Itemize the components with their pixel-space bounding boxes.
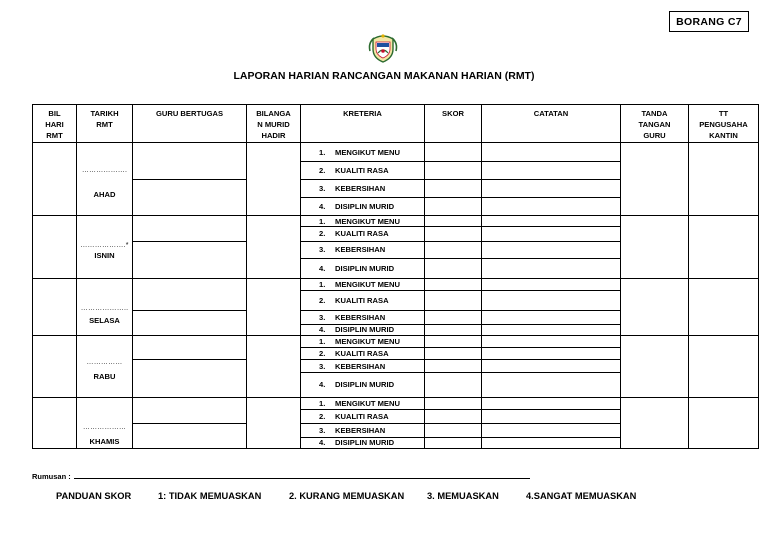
tt-cell[interactable] xyxy=(689,279,759,336)
bil-cell[interactable] xyxy=(33,279,77,336)
header-skor: SKOR xyxy=(425,105,482,143)
bil-cell[interactable] xyxy=(33,336,77,398)
skor-cell[interactable] xyxy=(425,410,482,424)
day-name: RABU xyxy=(93,372,116,382)
guru-cell[interactable] xyxy=(133,241,247,279)
catatan-cell[interactable] xyxy=(482,162,621,179)
bilangan-cell[interactable] xyxy=(247,336,301,398)
catatan-cell[interactable] xyxy=(482,279,621,291)
score-1-legend: 1: TIDAK MEMUASKAN xyxy=(158,491,262,501)
guru-cell[interactable] xyxy=(133,398,247,424)
catatan-cell[interactable] xyxy=(482,398,621,410)
tt-cell[interactable] xyxy=(689,143,759,216)
criteria-cell: 1. MENGIKUT MENU xyxy=(301,143,425,162)
skor-cell[interactable] xyxy=(425,179,482,197)
guru-cell[interactable] xyxy=(133,310,247,335)
criteria-cell: 4. DISIPLIN MURID xyxy=(301,324,425,335)
header-tarikh: TARIKH RMT xyxy=(77,105,133,143)
day-cell-ahad[interactable] xyxy=(77,143,133,216)
date-placeholder: ……………….. xyxy=(80,305,129,313)
header-tt-pengusaha-kantin: TT PENGUSAHA KANTIN xyxy=(689,105,759,143)
rumusan-line[interactable] xyxy=(74,472,530,479)
skor-cell[interactable] xyxy=(425,310,482,324)
header-catatan: CATATAN xyxy=(482,105,621,143)
criteria-cell: 3. KEBERSIHAN xyxy=(301,241,425,258)
skor-cell[interactable] xyxy=(425,162,482,179)
tanda-cell[interactable] xyxy=(621,398,689,449)
score-2-legend: 2. KURANG MEMUASKAN xyxy=(289,491,405,501)
guru-cell[interactable] xyxy=(133,360,247,398)
bilangan-cell[interactable] xyxy=(247,398,301,449)
criteria-cell: 3. KEBERSIHAN xyxy=(301,310,425,324)
guru-cell[interactable] xyxy=(133,179,247,216)
catatan-cell[interactable] xyxy=(482,291,621,310)
criteria-cell: 4. DISIPLIN MURID xyxy=(301,372,425,397)
skor-cell[interactable] xyxy=(425,372,482,397)
tt-cell[interactable] xyxy=(689,398,759,449)
date-placeholder: ……………….* xyxy=(80,242,129,250)
bilangan-cell[interactable] xyxy=(247,279,301,336)
skor-cell[interactable] xyxy=(425,279,482,291)
catatan-cell[interactable] xyxy=(482,227,621,241)
catatan-cell[interactable] xyxy=(482,410,621,424)
bil-cell[interactable] xyxy=(33,398,77,449)
header-guru-bertugas: GURU BERTUGAS xyxy=(133,105,247,143)
tanda-cell[interactable] xyxy=(621,279,689,336)
guru-cell[interactable] xyxy=(133,143,247,180)
criteria-cell: 2. KUALITI RASA xyxy=(301,227,425,241)
skor-cell[interactable] xyxy=(425,143,482,162)
skor-cell[interactable] xyxy=(425,227,482,241)
criteria-cell: 3. KEBERSIHAN xyxy=(301,360,425,372)
criteria-cell: 4. DISIPLIN MURID xyxy=(301,437,425,448)
school-crest-logo xyxy=(366,33,400,63)
score-3-legend: 3. MEMUASKAN xyxy=(427,491,499,501)
form-code-box: BORANG C7 xyxy=(669,11,749,32)
criteria-cell: 3. KEBERSIHAN xyxy=(301,179,425,197)
criteria-cell: 3. KEBERSIHAN xyxy=(301,424,425,437)
criteria-cell: 2. KUALITI RASA xyxy=(301,348,425,360)
header-row xyxy=(33,105,759,143)
criteria-cell: 2. KUALITI RASA xyxy=(301,291,425,310)
guru-cell[interactable] xyxy=(133,216,247,241)
criteria-cell: 2. KUALITI RASA xyxy=(301,410,425,424)
criteria-cell: 1. MENGIKUT MENU xyxy=(301,216,425,227)
criteria-cell: 1. MENGIKUT MENU xyxy=(301,398,425,410)
catatan-cell[interactable] xyxy=(482,216,621,227)
catatan-cell[interactable] xyxy=(482,348,621,360)
skor-cell[interactable] xyxy=(425,197,482,215)
skor-cell[interactable] xyxy=(425,216,482,227)
header-bilangan-murid: BILANGA N MURID HADIR xyxy=(247,105,301,143)
guru-cell[interactable] xyxy=(133,336,247,360)
bilangan-cell[interactable] xyxy=(247,143,301,216)
skor-cell[interactable] xyxy=(425,398,482,410)
catatan-cell[interactable] xyxy=(482,197,621,215)
bil-cell[interactable] xyxy=(33,216,77,279)
skor-cell[interactable] xyxy=(425,360,482,372)
skor-cell[interactable] xyxy=(425,258,482,278)
header-bil: BIL HARI RMT xyxy=(33,105,77,143)
skor-cell[interactable] xyxy=(425,348,482,360)
criteria-cell: 4. DISIPLIN MURID xyxy=(301,258,425,278)
catatan-cell[interactable] xyxy=(482,143,621,162)
skor-cell[interactable] xyxy=(425,241,482,258)
criteria-cell: 1. MENGIKUT MENU xyxy=(301,279,425,291)
guru-cell[interactable] xyxy=(133,279,247,311)
day-name: ISNIN xyxy=(94,251,115,261)
date-placeholder: …………… xyxy=(86,359,123,367)
header-kreteria: KRETERIA xyxy=(301,105,425,143)
tanda-cell[interactable] xyxy=(621,216,689,279)
skor-cell[interactable] xyxy=(425,437,482,448)
rumusan-field[interactable] xyxy=(32,472,530,481)
skor-cell[interactable] xyxy=(425,291,482,310)
catatan-cell[interactable] xyxy=(482,258,621,278)
catatan-cell[interactable] xyxy=(482,372,621,397)
date-placeholder: ………………. xyxy=(81,167,128,174)
report-title: LAPORAN HARIAN RANCANGAN MAKANAN HARIAN (RMT) xyxy=(233,70,535,82)
skor-cell[interactable] xyxy=(425,424,482,437)
panduan-skor-label: PANDUAN SKOR xyxy=(56,491,132,501)
catatan-cell[interactable] xyxy=(482,179,621,197)
score-4-legend: 4.SANGAT MEMUASKAN xyxy=(526,491,637,501)
catatan-cell[interactable] xyxy=(482,424,621,437)
tt-cell[interactable] xyxy=(689,336,759,398)
bil-cell[interactable] xyxy=(33,143,77,216)
criteria-cell: 4. DISIPLIN MURID xyxy=(301,197,425,215)
day-name: AHAD xyxy=(93,190,116,199)
catatan-cell[interactable] xyxy=(482,336,621,348)
bilangan-cell[interactable] xyxy=(247,216,301,279)
catatan-cell[interactable] xyxy=(482,437,621,448)
guru-cell[interactable] xyxy=(133,424,247,449)
skor-cell[interactable] xyxy=(425,336,482,348)
skor-cell[interactable] xyxy=(425,324,482,335)
day-cell-khamis[interactable] xyxy=(77,398,133,449)
criteria-cell: 2. KUALITI RASA xyxy=(301,162,425,179)
catatan-cell[interactable] xyxy=(482,310,621,324)
catatan-cell[interactable] xyxy=(482,324,621,335)
day-name: SELASA xyxy=(89,316,120,326)
tanda-cell[interactable] xyxy=(621,336,689,398)
day-name: KHAMIS xyxy=(89,437,120,447)
criteria-cell: 1. MENGIKUT MENU xyxy=(301,336,425,348)
date-placeholder: ……………… xyxy=(82,424,127,432)
tt-cell[interactable] xyxy=(689,216,759,279)
tanda-cell[interactable] xyxy=(621,143,689,216)
header-tanda-tangan-guru: TANDA TANGAN GURU xyxy=(621,105,689,143)
rmt-report-table xyxy=(32,104,759,449)
day-cell-rabu[interactable] xyxy=(77,336,133,398)
catatan-cell[interactable] xyxy=(482,360,621,372)
catatan-cell[interactable] xyxy=(482,241,621,258)
day-cell-selasa[interactable] xyxy=(77,279,133,336)
day-cell-isnin[interactable] xyxy=(77,216,133,279)
rumusan-label: Rumusan : xyxy=(32,472,71,481)
